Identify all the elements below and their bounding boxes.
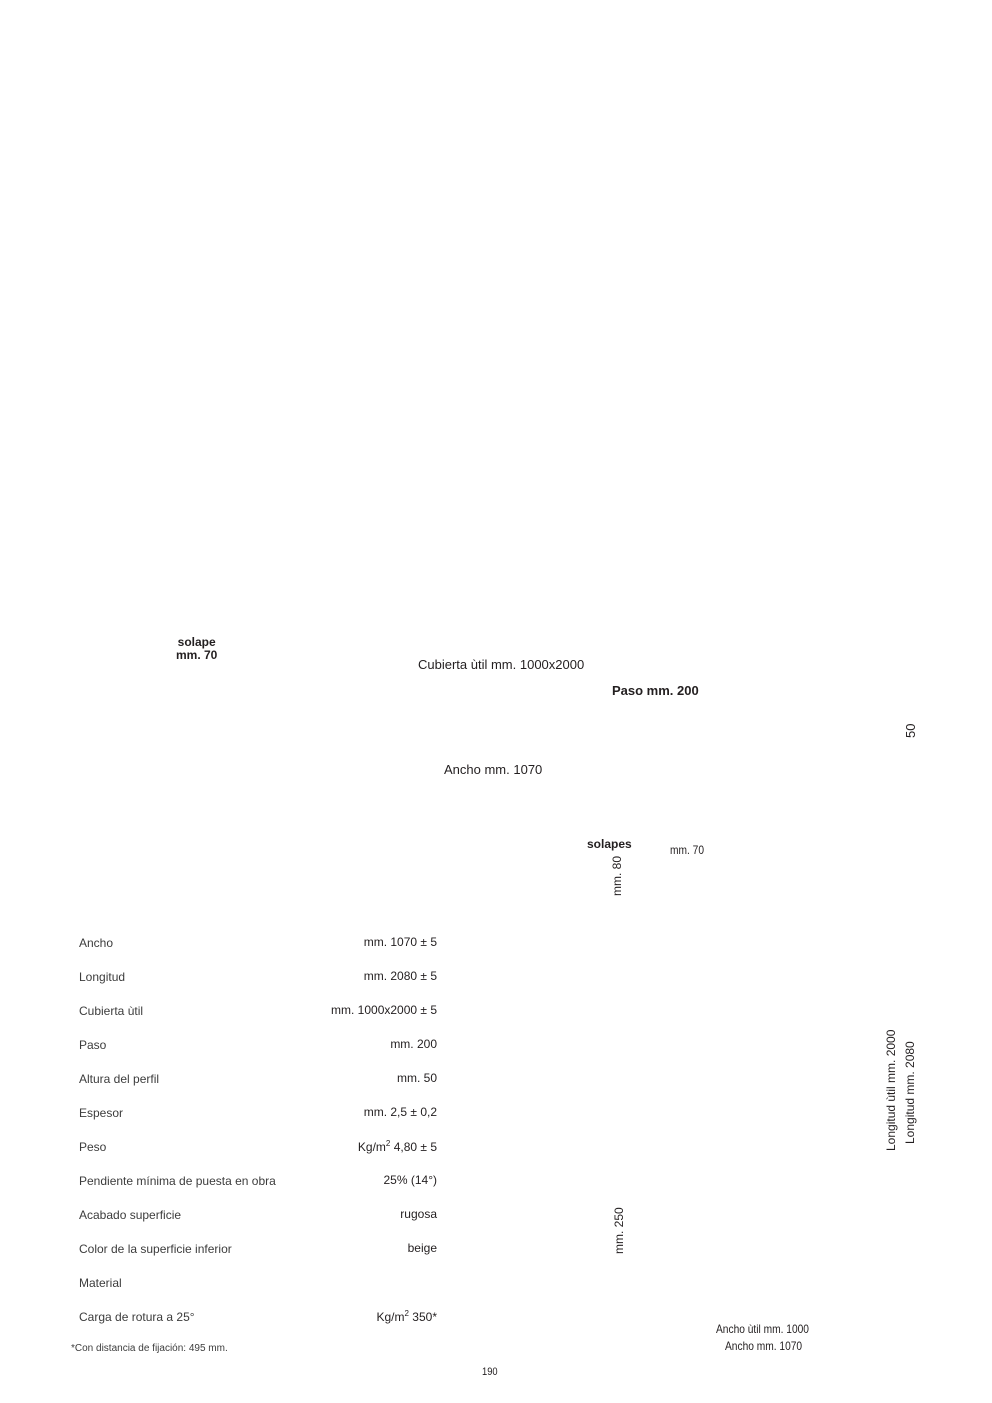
spec-label: Altura del perfil (79, 1072, 160, 1086)
spec-label: Acabado superficie (79, 1208, 182, 1222)
spec-row (79, 1304, 437, 1338)
spec-label: Peso (79, 1140, 107, 1154)
spec-label: Carga de rotura a 25° (79, 1310, 195, 1324)
spec-row (79, 1270, 437, 1304)
spec-row (79, 1100, 437, 1134)
solape-value: mm. 70 (176, 648, 218, 662)
footnote: *Con distancia de fijación: 495 mm. (71, 1343, 228, 1354)
unit: Kg/m (376, 1310, 405, 1324)
spec-value: rugosa (400, 1207, 437, 1221)
unit-exponent: 2 (385, 1139, 391, 1148)
spec-row (79, 1236, 437, 1270)
paso-label: Paso mm. 200 (612, 683, 699, 698)
solapes-label: solapes (587, 837, 632, 851)
spec-label: Espesor (79, 1106, 124, 1120)
spec-row (79, 998, 437, 1032)
unit: Kg/m (357, 1140, 386, 1154)
spec-table (79, 930, 437, 1338)
altura-label: 50 (903, 723, 918, 738)
spec-value: mm. 2,5 ± 0,2 (363, 1105, 437, 1119)
spec-row (79, 1032, 437, 1066)
value: 350* (408, 1310, 437, 1324)
spec-row (79, 1202, 437, 1236)
spec-label: Longitud (79, 970, 126, 984)
longitud-total-label: Longitud mm. 2080 (903, 1041, 917, 1144)
spec-value: beige (407, 1241, 437, 1255)
spec-value: 25% (14°) (383, 1173, 437, 1187)
spec-row (79, 1134, 437, 1168)
spec-row (79, 964, 437, 998)
unit-exponent: 2 (404, 1309, 409, 1318)
spec-label: Cubierta ùtil (79, 1004, 144, 1018)
solapes-lateral-label: mm. 70 (670, 843, 705, 857)
solapes-longitudinal-label: mm. 80 (610, 855, 624, 896)
page-number: 190 (482, 1366, 498, 1378)
spec-value: mm. 200 (390, 1037, 437, 1051)
spec-value: mm. 2080 ± 5 (363, 969, 437, 983)
spec-row (79, 1066, 437, 1100)
spec-label: Color de la superficie inferior (79, 1242, 232, 1256)
spec-label: Pendiente mínima de puesta en obra (79, 1174, 276, 1188)
spec-value (358, 1139, 437, 1154)
ancho-total-label: Ancho mm. 1070 (725, 1339, 803, 1353)
cubierta-label: Cubierta ùtil mm. 1000x2000 (418, 657, 585, 672)
longitud-util-label: Longitud ùtil mm. 2000 (884, 1029, 898, 1151)
spec-label: Material (79, 1276, 122, 1290)
spec-label: Ancho (79, 936, 114, 950)
ancho-label: Ancho mm. 1070 (444, 762, 543, 777)
spec-row (79, 1168, 437, 1202)
spec-value: mm. 1070 ± 5 (363, 935, 437, 949)
spec-value: mm. 50 (396, 1071, 437, 1085)
fixing-distance-label: mm. 250 (612, 1207, 626, 1254)
spec-value (377, 1309, 438, 1324)
spec-row (79, 930, 437, 964)
ancho-util-label: Ancho ùtil mm. 1000 (716, 1322, 809, 1336)
spec-label: Paso (79, 1038, 107, 1052)
value: 4,80 ± 5 (390, 1140, 437, 1154)
solape-title: solape (177, 635, 216, 649)
solape-label (176, 636, 217, 662)
spec-value: mm. 1000x2000 ± 5 (331, 1003, 437, 1017)
